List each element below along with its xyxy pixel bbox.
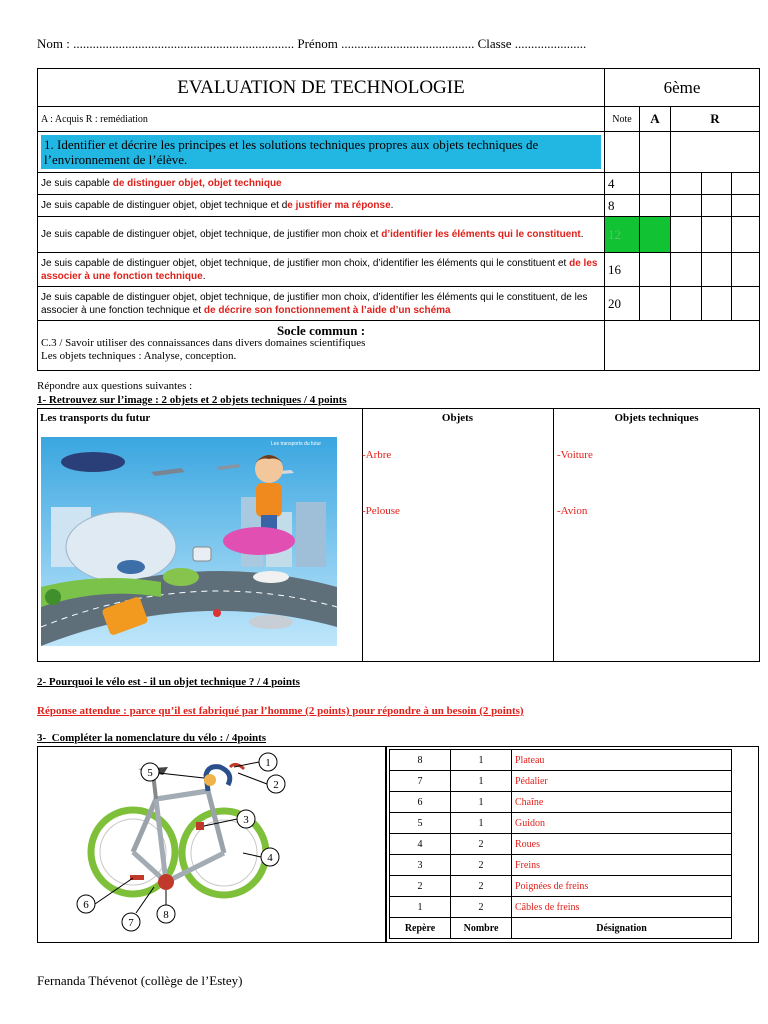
criterion-note: 4 <box>605 173 640 195</box>
classe-label: Classe <box>477 36 512 51</box>
bike-label-7: 7 <box>128 917 134 929</box>
nom-label: Nom : <box>37 36 70 51</box>
criterion-r-box[interactable] <box>732 195 760 217</box>
nomenclature-box <box>386 746 759 943</box>
criterion-r-box[interactable] <box>671 217 702 253</box>
a-header: A <box>640 107 671 132</box>
designation-cell[interactable]: Plateau <box>512 750 732 771</box>
table-row: 7 1 Pédalier <box>390 771 732 792</box>
criterion-a-box[interactable] <box>640 173 671 195</box>
illustration-caption: Les transports du futur <box>271 441 322 447</box>
r-header: R <box>671 107 760 132</box>
socle-title: Socle commun : <box>276 323 366 338</box>
image-title: Les transports du futur <box>40 412 151 424</box>
criterion-a-box[interactable] <box>640 217 671 253</box>
questions-intro: Répondre aux questions suivantes : <box>37 380 193 392</box>
criterion-r-box[interactable] <box>702 173 732 195</box>
expected-answer: Réponse attendue : parce qu’il est fabriqué par l’homme (2 points) pour répondre à un besoin (2 points) <box>37 705 524 717</box>
criterion-text: Je suis capable de distinguer objet, objet technique <box>38 173 605 195</box>
criterion-r-box[interactable] <box>671 253 702 287</box>
objets-header: Objets <box>441 412 474 424</box>
criterion-row <box>38 195 760 217</box>
criterion-text: Je suis capable de distinguer objet, objet technique, de justifier mon choix, d’identifier les éléments qui le constituent, de les associer à une fonction technique et de décrire son fonctionnement à l’aide d’un schéma <box>38 287 605 321</box>
criterion-r-box[interactable] <box>732 173 760 195</box>
criterion-r-box[interactable] <box>702 287 732 321</box>
criterion-note: 16 <box>605 253 640 287</box>
criterion-note: 12 <box>605 217 640 253</box>
criterion-r-box[interactable] <box>732 253 760 287</box>
criterion-note: 20 <box>605 287 640 321</box>
criterion-r-box[interactable] <box>702 195 732 217</box>
criterion-r-box[interactable] <box>732 217 760 253</box>
table-header-row: Repère Nombre Désignation <box>390 918 732 939</box>
criterion-a-box[interactable] <box>640 253 671 287</box>
designation-cell[interactable]: Roues <box>512 834 732 855</box>
transport-question-box <box>37 408 760 662</box>
criterion-r-box[interactable] <box>702 217 732 253</box>
socle-commun-cell <box>38 321 605 371</box>
table-row: 5 1 Guidon <box>390 813 732 834</box>
criterion-text: Je suis capable de distinguer objet, objet technique, de justifier mon choix, d’identifier les éléments qui le constituent et de les associer à une fonction technique. <box>38 253 605 287</box>
bike-label-8: 8 <box>163 909 169 921</box>
designation-cell[interactable]: Câbles de freins <box>512 897 732 918</box>
objets-techniques-header: Objets techniques <box>614 412 699 424</box>
table-row: 8 1 Plateau <box>390 750 732 771</box>
objet-technique-answer-2[interactable]: -Avion <box>557 505 588 517</box>
objective-cell <box>38 132 605 173</box>
designation-cell[interactable]: Freins <box>512 855 732 876</box>
table-row: 6 1 Chaîne <box>390 792 732 813</box>
bike-label-5: 5 <box>147 767 153 779</box>
bike-label-4: 4 <box>267 852 273 864</box>
criterion-r-box[interactable] <box>671 173 702 195</box>
legend-text: A : Acquis R : remédiation <box>38 107 605 132</box>
designation-cell[interactable]: Chaîne <box>512 792 732 813</box>
question-1: 1- Retrouvez sur l’image : 2 objets et 2 objets techniques / 4 points <box>37 394 347 406</box>
criterion-row <box>38 287 760 321</box>
objective-text: 1. Identifier et décrire les principes et les solutions techniques propres aux objets techniques de l’environnement de l’élève. <box>41 135 601 169</box>
bike-diagram-box <box>37 746 386 943</box>
bike-label-1: 1 <box>265 757 271 769</box>
author-footer: Fernanda Thévenot (collège de l’Estey) <box>37 973 243 988</box>
criterion-text: Je suis capable de distinguer objet, objet technique et de justifier ma réponse. <box>38 195 605 217</box>
classe-dots[interactable]: ...................... <box>514 36 587 51</box>
nomenclature-table <box>389 749 732 939</box>
socle-line-2: Les objets techniques : Analyse, conception. <box>41 350 237 362</box>
prenom-dots[interactable]: ......................................... <box>341 36 475 51</box>
bike-label-6: 6 <box>83 899 89 911</box>
evaluation-table <box>37 68 760 371</box>
note-header: Note <box>605 107 640 132</box>
designation-cell[interactable]: Guidon <box>512 813 732 834</box>
table-row: 1 2 Câbles de freins <box>390 897 732 918</box>
criterion-row <box>38 253 760 287</box>
student-info-line <box>37 36 586 52</box>
question-3: 3- Compléter la nomenclature du vélo : / 4points <box>37 732 267 744</box>
criterion-row <box>38 173 760 195</box>
transports-futur-illustration <box>41 437 337 646</box>
bike-label-3: 3 <box>243 814 249 826</box>
criterion-r-box[interactable] <box>671 195 702 217</box>
table-row: 2 2 Poignées de freins <box>390 876 732 897</box>
objet-technique-answer-1[interactable]: -Voiture <box>557 449 593 461</box>
question-2: 2- Pourquoi le vélo est - il un objet technique ? / 4 points <box>37 676 300 688</box>
criterion-a-box[interactable] <box>640 195 671 217</box>
nom-dots[interactable]: .................................................................... <box>73 36 295 51</box>
criterion-note: 8 <box>605 195 640 217</box>
prenom-label: Prénom <box>297 36 338 51</box>
table-row: 3 2 Freins <box>390 855 732 876</box>
designation-cell[interactable]: Pédalier <box>512 771 732 792</box>
socle-line-1: C.3 / Savoir utiliser des connaissances dans divers domaines scientifiques <box>41 337 366 349</box>
objet-answer-1[interactable]: -Arbre <box>362 449 392 461</box>
bike-diagram <box>38 747 385 942</box>
criterion-r-box[interactable] <box>732 287 760 321</box>
table-row: 4 2 Roues <box>390 834 732 855</box>
criterion-r-box[interactable] <box>702 253 732 287</box>
criterion-a-box[interactable] <box>640 287 671 321</box>
criterion-text: Je suis capable de distinguer objet, objet technique, de justifier mon choix et d’identifier les éléments qui le constituent. <box>38 217 605 253</box>
criterion-r-box[interactable] <box>671 287 702 321</box>
criterion-row <box>38 217 760 253</box>
evaluation-title: EVALUATION DE TECHNOLOGIE <box>38 69 605 107</box>
bike-label-2: 2 <box>273 779 279 791</box>
level-label: 6ème <box>605 69 760 107</box>
designation-cell[interactable]: Poignées de freins <box>512 876 732 897</box>
objet-answer-2[interactable]: -Pelouse <box>362 505 400 517</box>
